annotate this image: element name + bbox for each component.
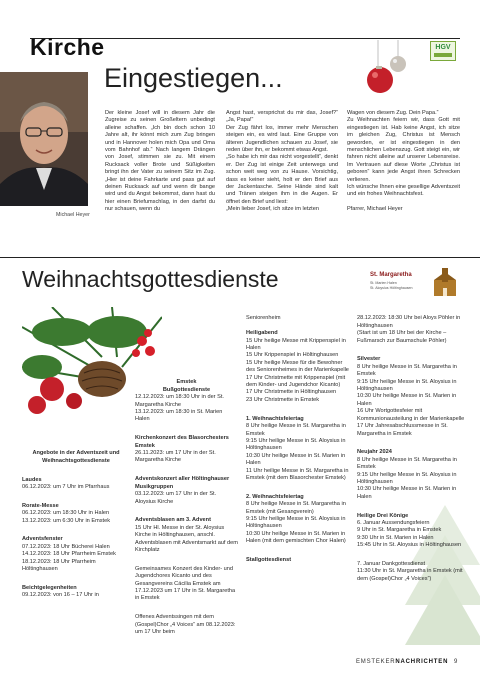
services-intro: Angebote in der Adventszeit und Weihnachtsgottesdienste	[32, 450, 120, 464]
list-item: Adventskonzert aller Höltinghauser Musikgruppen 03.12.2023: um 17 Uhr in der St. Aloysius Kirche	[135, 476, 230, 505]
list-item: 7. Januar Dankgottesdienst 11:30 Uhr in St. Margaretha in Emstek (mit dem (Gospel)Chor „4 Voices“)	[357, 561, 463, 582]
list-item: Stallgottesdienst	[246, 557, 292, 563]
list-item: Emstek Bußgottesdienste 12.12.2023: um 18:30 Uhr in der St. Margaretha Kirche 13.12.2023: um 18:30 in St. Marien Halen	[135, 379, 224, 423]
list-item: Heilige Drei Könige 6. Januar Aussendungsfeiern 9 Uhr in St. Margaretha in Emstek 9:30 Uhr in St. Marien in Halen 15:45 Uhr in St. Aloysius in Höltinghausen	[357, 512, 462, 549]
christmas-ornaments-image	[360, 40, 420, 98]
list-item: Adventsfenster 07.12.2023: 18 Uhr Bücherei Halen 14.12.2023: 18 Uhr Pfarrheim Emstek 18.12.2023: 18 Uhr Pfarrheim Höltinghausen	[22, 536, 116, 573]
footer-publication: EMSTEKERNACHRICHTEN	[356, 659, 449, 665]
church-icon	[428, 268, 462, 298]
services-column-4	[357, 308, 467, 595]
list-item: Heiligabend 15 Uhr heilige Messe mit Krippenspiel in Halen 15 Uhr Krippenspiel in Höltinghausen 15 Uhr heilige Messe für die Bewohner des Seniorenheimes in der Marienkapelle 17 Uhr Christmette mit Krippenspiel (mit dem Kinder- und Jugendchor Kicanto) 17 Uhr Christmette in Höltinghausen 23 Uhr Christmette in Emstek	[246, 330, 349, 403]
page-number: 9	[454, 659, 459, 665]
list-item: 2. Weihnachtsfeiertag 8 Uhr heilige Messe in St. Margaretha in Emstek (mit Gesangverein) 9:15 Uhr heilige Messe in St. Aloysius in Höltinghausen 10:30 Uhr heilige Messe in St. Marien in Halen (mit dem gemischten Chor Halen)	[246, 493, 346, 545]
list-item: 1. Weihnachtsfeiertag 8 Uhr heilige Messe in St. Margaretha in Emstek 9:15 Uhr heilige Messe in St. Aloysius in Höltinghausen 10:30 Uhr heilige Messe in St. Marien in Halen 11 Uhr heilige Messe in St. Margaretha in Emstek (mit dem Blasorchester Emstek)	[246, 415, 349, 481]
hgv-logo: HGV	[430, 41, 456, 61]
list-item: Adventsblasen am 3. Advent 15 Uhr Hl. Messe in der St. Aloysius Kirche in Höltinghausen, anschl. Adventsblasen mit Adventsmarkt auf dem Kirchplatz	[135, 517, 238, 553]
article-column-2: Angst hast, versprichst du mir das, Josef?“ „Ja, Papa!“ Der Zug fährt los, immer mehr Menschen steigen ein, es wird laut. Eine Gruppe von älteren Jugendlichen schauen zu Josef, sie reden über ihn, er bekommt etwas Angst. „So habe ich mir das nicht vorgestellt“, denkt er. Der Zug ist einige Zeit unterwegs und schon weit weg von zu Hause. Vorsichtig, dass es keiner sieht, holt er den Brief aus der Jackentasche. Seine Hände sind kalt und Tränen steigen ihm in die Augen. Er öffnet den Brief und liest: „Mein lieber Josef, ich sitze im letzten	[226, 110, 338, 213]
list-item: Beichtgelegenheiten 09.12.2023: von 16 – 17 Uhr in	[22, 584, 99, 599]
list-item: Silvester 8 Uhr heilige Messe in St. Margaretha in Emstek 9:15 Uhr heilige Messe in St. Aloysius in Höltinghausen 10:30 Uhr heilige Messe in St. Marien in Halen 16 Uhr Wortgottesfeier mit Kommunionausteilung in der Marienkapelle 17 Uhr Jahresabschlussmesse in St. Margaretha in Emstek	[357, 356, 465, 437]
services-column-2	[135, 372, 238, 648]
photo-caption: Michael Heyer	[56, 212, 90, 218]
section-title: Kirche	[30, 34, 105, 60]
services-column-3	[246, 308, 350, 576]
middle-rule	[0, 257, 480, 258]
list-item: Kirchenkonzert des Blasorchesters Emstek 26.11.2023: um 17 Uhr in der St. Margaretha Kirche	[135, 435, 229, 464]
article-column-3: Wagen von diesem Zug. Dein Papa.“ Zu Weihnachten feiern wir, dass Gott mit eingestiegen ist. Hab keine Angst, ich sitze im gleichen Zug, Christus ist Mensch geworden, er ist eingestiegen in den menschlichen Lebenszug. Gott steigt ein, wir fahren nicht alleine auf unserer Lebensreise. Im Vertrauen auf diese Worte „Christus ist geboren“ kann jede Angst ihren Schrecken verlieren. Ich wünsche Ihnen eine gesellige Adventszeit und ein frohes Weihnachtsfest. Pfarrer, Michael Heyer	[347, 110, 460, 213]
services-column-1	[22, 443, 130, 611]
list-item: 28.12.2023: 18:30 Uhr bei Aloys Pöhler in Höltinghausen (Start ist um 18 Uhr bei der Kirche – Fußmarsch zur Baumschule Pöhler)	[357, 315, 461, 344]
article-column-1: Der kleine Josef will in diesem Jahr die Zugreise zu seinen Großeltern unbedingt alleine schaffen. „Ich bin doch schon 10 Jahre alt, ihr könnt mich zum Zug bringen und in Hannover holen mich Opa und Oma vom Bahnhof ab.“ Nach langem Drängen von Josef, stimmen sie zu. Mit einem Rucksack voller Brote und Süßigkeiten bringt ihn der Vater zu seinem Sitz im Zug. „Hier ist deine Fahrkarte und pass gut auf deinen Rucksack auf und wenn dir bange wird und du Angst bekommst, dann hast du hier einen Briefumschlag, in den darfst du nur schauen, wenn du	[105, 110, 215, 213]
list-item: Gemeinsames Konzert des Kinder- und Jugendchores Kicanto und des Gesangvereins Cäcilia Emstek am 17.12.2023 um 17 Uhr in St. Margaretha in Emstek	[135, 565, 236, 602]
parish-logo: St. Margaretha St. Marien Halen St. Aloysius Höltinghausen	[370, 268, 462, 306]
article-title: Eingestiegen...	[104, 63, 283, 93]
list-item: Neujahr 2024 8 Uhr heilige Messe in St. Margaretha in Emstek 9:15 Uhr heilige Messe in St. Aloysius in Höltinghausen 10:30 Uhr heilige Messe in St. Marien in Halen	[357, 449, 457, 500]
list-item: Offenes Adventssingen mit dem (Gospel)Chor „4 Voices“ am 08.12.2023: um 17 Uhr beim	[135, 614, 236, 635]
services-title: Weihnachtsgottesdienste	[22, 266, 279, 292]
author-photo	[0, 72, 88, 206]
list-item: Rorate-Messe 06.12.2023: um 18:30 Uhr in Halen 13.12.2023: um 6:30 Uhr in Emstek	[22, 502, 110, 524]
list-item: Laudes 06.12.2023: um 7 Uhr im Pfarrhaus	[22, 476, 110, 491]
list-item: Seniorenheim	[246, 315, 281, 322]
